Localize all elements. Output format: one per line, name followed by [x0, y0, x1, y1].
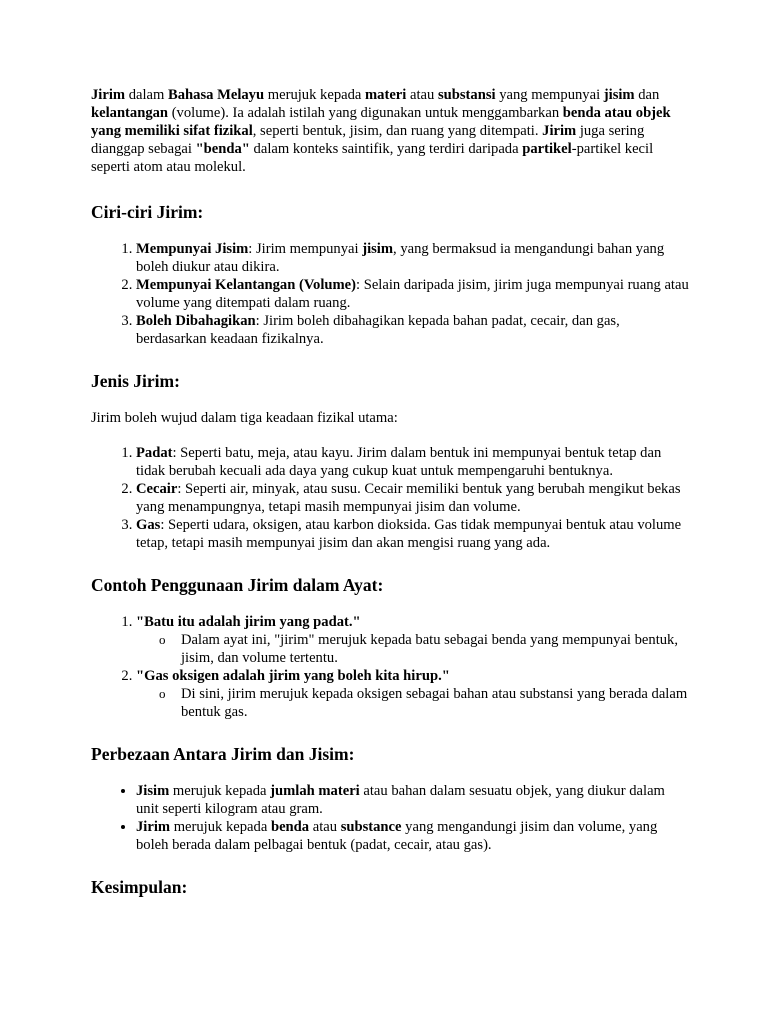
heading-ciri-ciri: Ciri-ciri Jirim:: [91, 202, 204, 222]
intro-paragraph: [91, 86, 691, 176]
text-span: yang mempunyai: [495, 87, 604, 103]
list-item: [136, 782, 691, 818]
term-jisim: jisim: [603, 87, 635, 103]
item-term: Gas: [136, 517, 161, 533]
text-span: dalam konteks saintifik, yang terdiri daripada: [249, 141, 523, 157]
sub-list: [136, 631, 691, 667]
list-item: [136, 240, 691, 276]
jenis-intro: Jirim boleh wujud dalam tiga keadaan fizikal utama:: [91, 410, 398, 426]
term-partikel: partikel: [522, 141, 572, 157]
document-page: [91, 86, 691, 898]
text-span: (volume). Ia adalah istilah yang digunakan untuk menggambarkan: [168, 105, 563, 121]
term-kelantangan: kelantangan: [91, 105, 169, 121]
item-text: atau: [309, 819, 341, 835]
item-term: Jisim: [136, 783, 170, 799]
perbezaan-list: [91, 782, 691, 854]
list-item: [136, 312, 691, 348]
text-span: atau: [406, 87, 438, 103]
term-benda-atau-objek: benda atau objek yang memiliki sifat fizikal: [91, 105, 671, 139]
item-term: benda: [270, 819, 310, 835]
list-item: [136, 444, 691, 480]
jenis-list: [91, 444, 691, 552]
text-span: , seperti bentuk, jisim, dan ruang yang ditempati.: [252, 123, 543, 139]
heading-perbezaan: Perbezaan Antara Jirim dan Jisim:: [91, 744, 355, 764]
text-span: -partikel kecil seperti atom atau molekul.: [91, 141, 654, 175]
item-text: : Seperti udara, oksigen, atau karbon dioksida. Gas tidak mempunyai bentuk atau volume tetap, tetapi masih mempunyai jisim dan akan mengisi ruang yang ada.: [136, 517, 682, 551]
item-text: merujuk kepada: [170, 819, 271, 835]
list-item: [136, 516, 691, 552]
item-text: : Jirim boleh dibahagikan kepada bahan padat, cecair, dan gas, berdasarkan keadaan fizikalnya.: [136, 313, 620, 347]
text-span: merujuk kepada: [264, 87, 366, 103]
item-term: Boleh Dibahagikan: [136, 313, 256, 329]
item-text: : Seperti air, minyak, atau susu. Cecair memiliki bentuk yang berubah mengikut bekas yang menampungnya, tetapi masih mempunyai jisim dan volume.: [136, 481, 681, 515]
term-jirim: Jirim: [542, 123, 577, 139]
term-substansi: substansi: [437, 87, 496, 103]
item-text: atau bahan dalam sesuatu objek, yang diukur dalam unit seperti kilogram atau gram.: [136, 783, 665, 817]
heading-jenis-jirim: Jenis Jirim:: [91, 371, 180, 391]
item-text: : Jirim mempunyai: [248, 241, 363, 257]
item-term: jumlah materi: [270, 783, 360, 799]
item-term: substance: [340, 819, 402, 835]
term-jirim: Jirim: [91, 87, 126, 103]
term-benda: "benda": [195, 141, 250, 157]
item-term: Padat: [136, 445, 173, 461]
text-span: dan: [634, 87, 660, 103]
contoh-list: [91, 613, 691, 721]
text-span: dalam: [125, 87, 169, 103]
item-term: Mempunyai Kelantangan (Volume): [136, 277, 357, 293]
item-term: Cecair: [136, 481, 178, 497]
item-term: Mempunyai Jisim: [136, 241, 249, 257]
example-quote: "Gas oksigen adalah jirim yang boleh kita hirup.": [136, 668, 450, 684]
heading-kesimpulan: Kesimpulan:: [91, 877, 188, 897]
list-item: [136, 613, 691, 667]
ciri-list: [91, 240, 691, 348]
item-text: , yang bermaksud ia mengandungi bahan yang boleh diukur atau dikira.: [136, 241, 665, 275]
term-materi: materi: [365, 87, 407, 103]
term-bahasa-melayu: Bahasa Melayu: [168, 87, 265, 103]
example-quote: "Batu itu adalah jirim yang padat.": [136, 614, 361, 630]
item-text: merujuk kepada: [169, 783, 271, 799]
sub-list-item: o Di sini, jirim merujuk kepada oksigen sebagai bahan atau substansi yang berada dalam bentuk gas.: [181, 685, 691, 721]
item-text: : Selain daripada jisim, jirim juga mempunyai ruang atau volume yang ditempati dalam ruang.: [136, 277, 689, 311]
list-item: [136, 480, 691, 516]
text-span: juga sering dianggap sebagai: [91, 123, 645, 157]
item-text: : Seperti batu, meja, atau kayu. Jirim dalam bentuk ini mempunyai bentuk tetap dan tidak berubah kecuali ada daya yang cukup kuat untuk mempengaruhi bentuknya.: [136, 445, 662, 479]
item-term: Jirim: [136, 819, 171, 835]
list-item: [136, 276, 691, 312]
item-text: yang mengandungi jisim dan volume, yang boleh berada dalam pelbagai bentuk (padat, cecair, atau gas).: [136, 819, 658, 853]
list-item: [136, 818, 691, 854]
sub-list-item: o Dalam ayat ini, "jirim" merujuk kepada batu sebagai benda yang mempunyai bentuk, jisim, dan volume tertentu.: [181, 631, 691, 667]
item-term: jisim: [362, 241, 394, 257]
list-item: [136, 667, 691, 721]
heading-contoh: Contoh Penggunaan Jirim dalam Ayat:: [91, 575, 384, 595]
sub-list: [136, 685, 691, 721]
